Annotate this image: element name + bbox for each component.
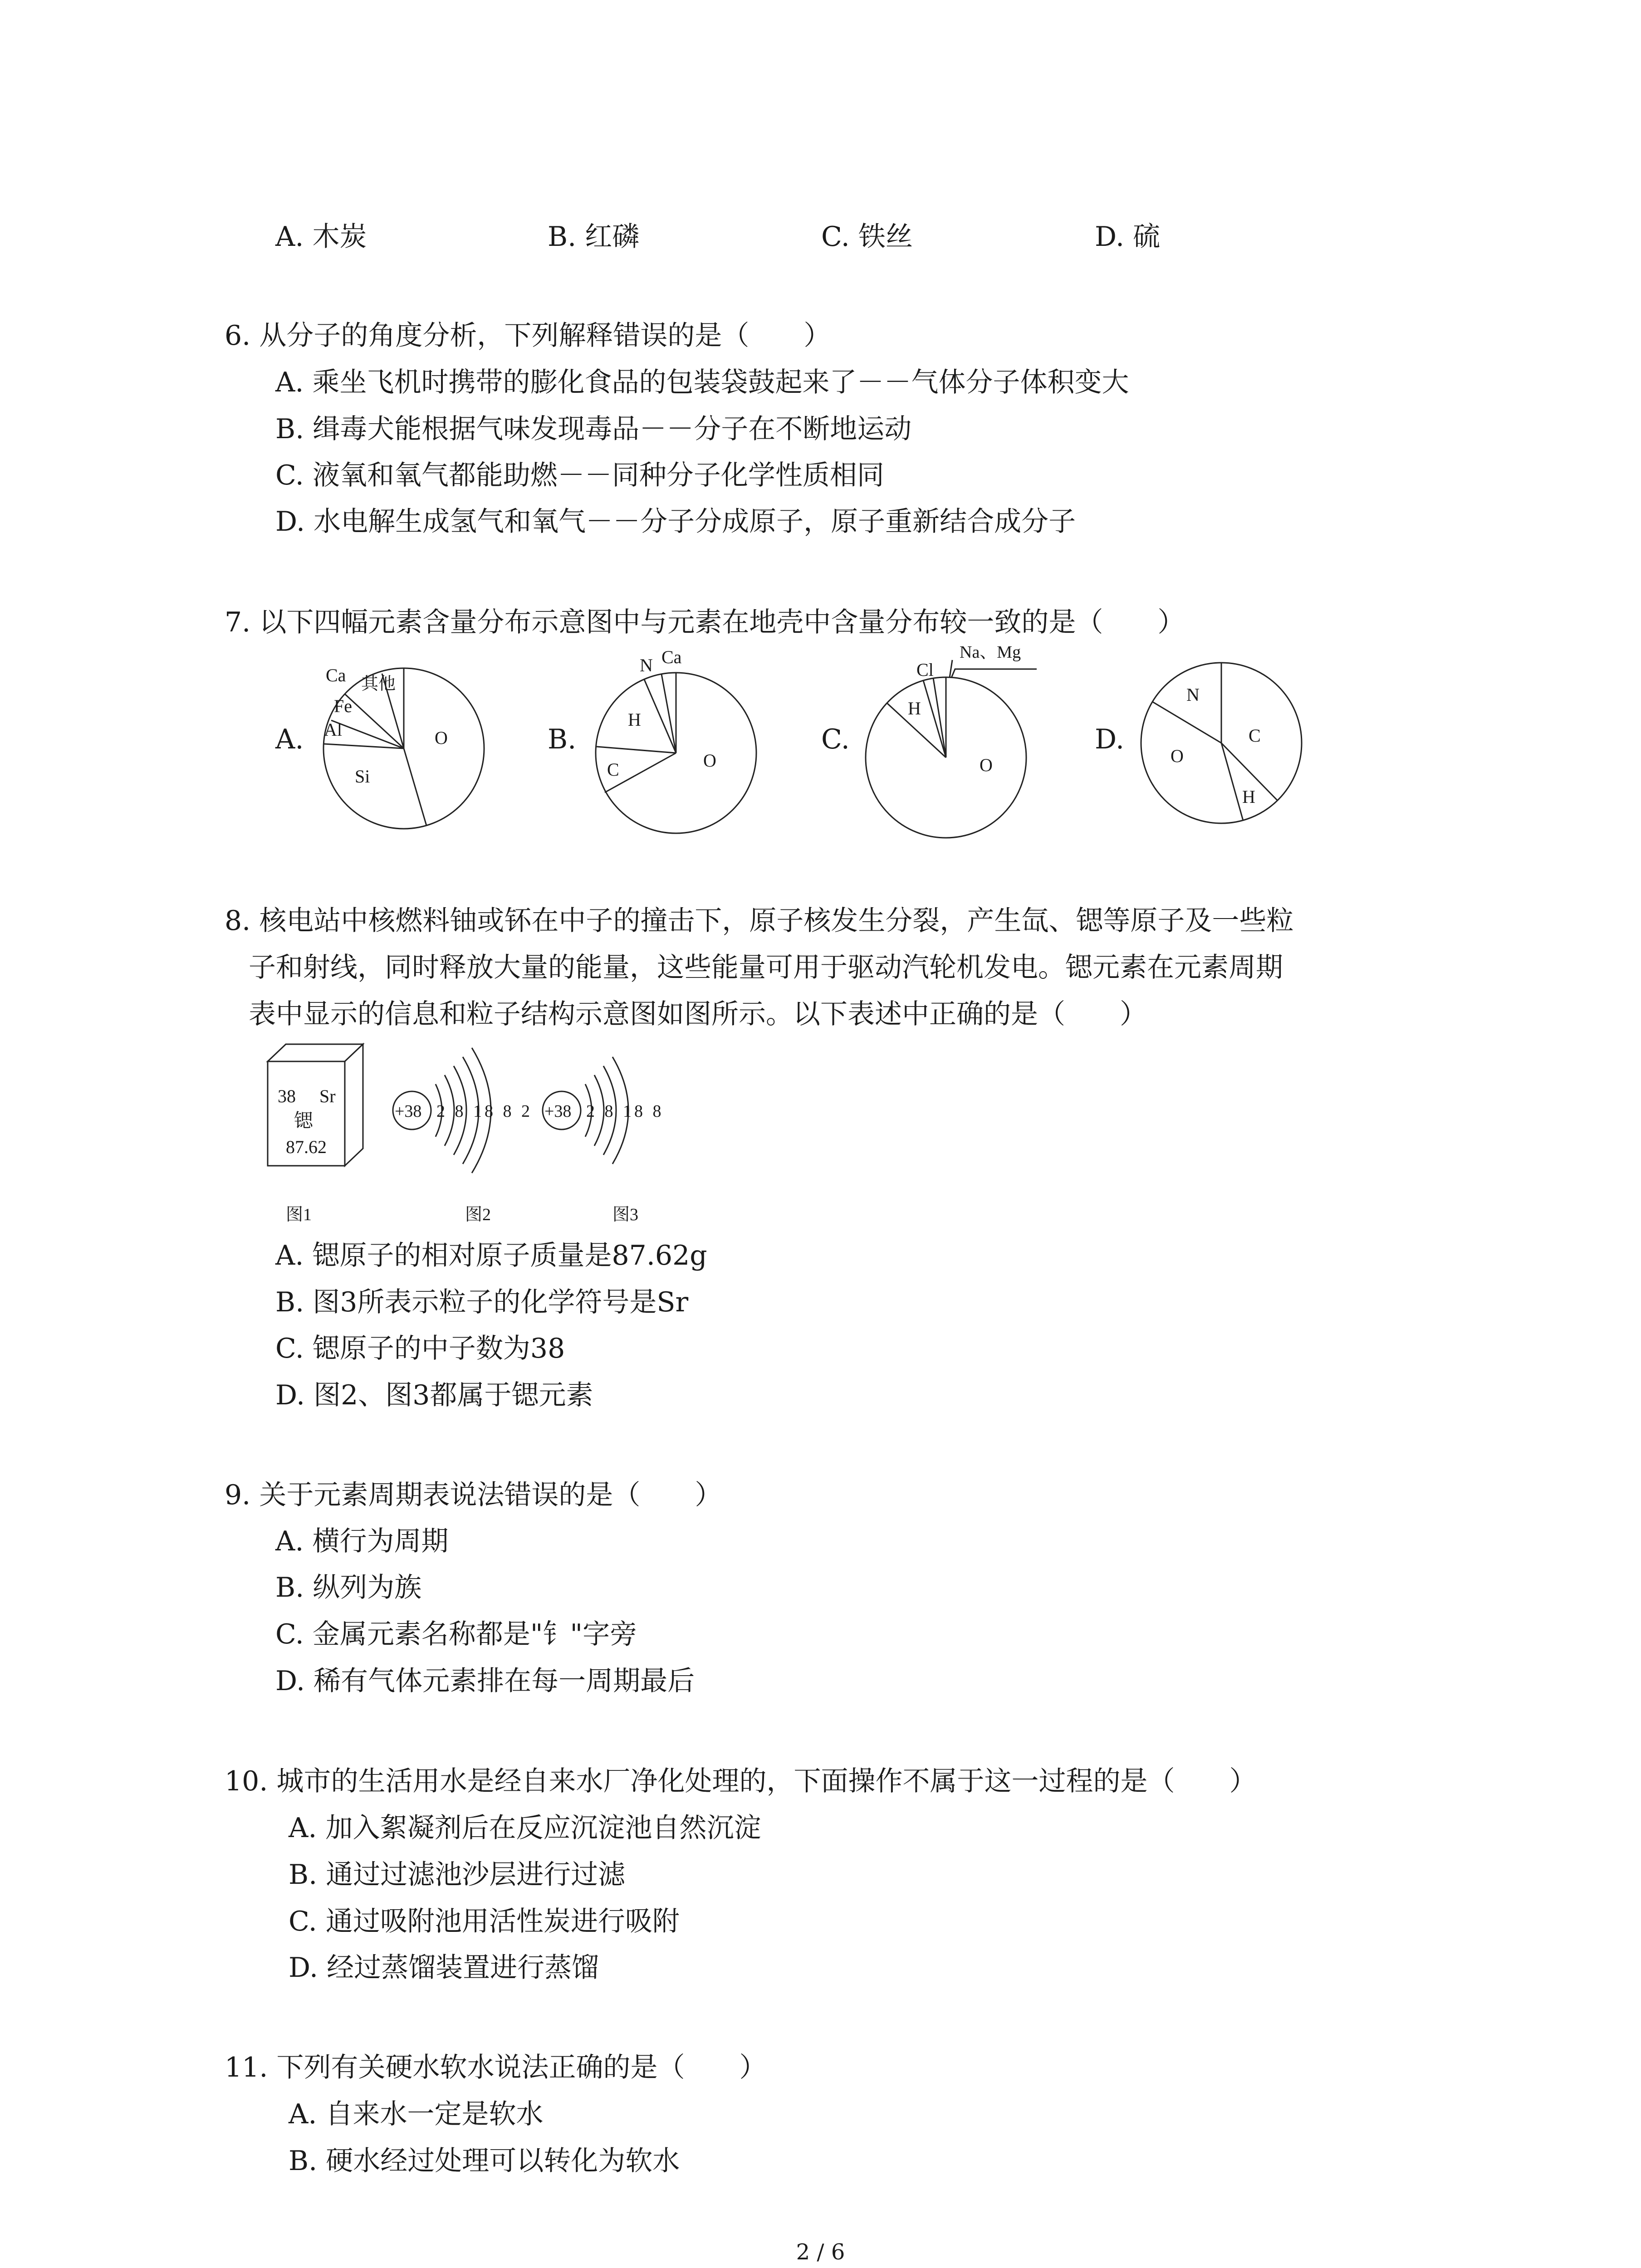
pie-a-label-other: 其他	[361, 675, 396, 694]
q8-option-a: A. 锶原子的相对原子质量是87.62g	[275, 1240, 707, 1271]
q11-option-a: A. 自来水一定是软水	[289, 2098, 544, 2130]
caption-fig1: 图1	[286, 1205, 312, 1224]
q10-stem: 10. 城市的生活用水是经自来水厂净化处理的，下面操作不属于这一过程的是（ ）	[225, 1765, 1257, 1797]
q8-stem-line2: 子和射线，同时释放大量的能量，这些能量可用于驱动汽轮机发电。锶元素在元素周期	[249, 952, 1283, 983]
pie-b-label-ca: Ca	[661, 647, 682, 667]
fig2-nucleus: +38	[395, 1102, 422, 1121]
fig3-structure	[543, 1057, 664, 1164]
pie-d-label-o: O	[1171, 746, 1184, 766]
q10-option-c: C. 通过吸附池用活性炭进行吸附	[289, 1906, 680, 1937]
q7-label-c: C.	[821, 723, 850, 755]
q8-option-b: B. 图3所表示粒子的化学符号是Sr	[275, 1286, 689, 1318]
fig3-nucleus: +38	[544, 1102, 572, 1121]
q9-option-d: D. 稀有气体元素排在每一周期最后	[275, 1665, 695, 1697]
q7-pie-d	[1139, 658, 1311, 830]
fig2-structure	[393, 1048, 533, 1173]
q7-label-a: A.	[275, 723, 304, 755]
q5-option-d: D. 硫	[1095, 221, 1161, 253]
pie-d-label-n: N	[1186, 684, 1200, 705]
pie-c-label-na-mg: Na、Mg	[960, 643, 1021, 662]
page-number: 2 / 6	[796, 2239, 845, 2265]
q7-pie-c	[864, 642, 1055, 841]
q5-option-a: A. 木炭	[275, 221, 367, 253]
caption-fig3: 图3	[612, 1205, 639, 1224]
q7-label-d: D.	[1095, 723, 1125, 755]
fig2-shells: 2 8 18 8 2	[436, 1102, 533, 1121]
q7-label-b: B.	[548, 723, 577, 755]
q6-option-a: A. 乘坐飞机时携带的膨化食品的包装袋鼓起来了－－气体分子体积变大	[275, 367, 1129, 398]
fig3-shells: 2 8 18 8	[586, 1102, 664, 1121]
q9-option-c: C. 金属元素名称都是"钅"字旁	[275, 1618, 637, 1650]
pie-d-label-c: C	[1249, 725, 1261, 746]
pie-a-label-al: Al	[324, 719, 342, 740]
q6-stem: 6. 从分子的角度分析，下列解释错误的是（ ）	[225, 320, 831, 352]
q11-option-b: B. 硬水经过处理可以转化为软水	[289, 2145, 680, 2177]
pie-a-label-si: Si	[355, 766, 370, 787]
q7-stem: 7. 以下四幅元素含量分布示意图中与元素在地壳中含量分布较一致的是（ ）	[225, 606, 1185, 638]
q9-stem: 9. 关于元素周期表说法错误的是（ ）	[225, 1479, 722, 1511]
pie-a-label-ca: Ca	[326, 665, 346, 685]
pie-c-label-cl: Cl	[916, 660, 934, 680]
pie-b-label-c: C	[607, 759, 619, 780]
pie-a-label-fe: Fe	[334, 696, 352, 716]
pie-c-label-h: H	[908, 698, 921, 719]
q9-option-b: B. 纵列为族	[275, 1572, 422, 1603]
pie-c-label-o: O	[980, 755, 993, 775]
element-number: 38	[278, 1086, 296, 1106]
q10-option-b: B. 通过过滤池沙层进行过滤	[289, 1859, 626, 1891]
q5-option-c: C. 铁丝	[821, 221, 913, 253]
element-card-box	[268, 1044, 363, 1166]
q10-option-d: D. 经过蒸馏装置进行蒸馏	[289, 1952, 599, 1984]
q6-option-d: D. 水电解生成氢气和氧气－－分子分成原子，原子重新结合成分子	[275, 506, 1076, 538]
q8-figure	[263, 1034, 740, 1234]
q9-option-a: A. 横行为周期	[275, 1525, 449, 1557]
element-name: 锶	[294, 1111, 314, 1132]
pie-b-label-o: O	[703, 750, 716, 771]
q7-pie-a	[318, 653, 499, 835]
element-mass: 87.62	[286, 1137, 327, 1157]
q8-option-d: D. 图2、图3都属于锶元素	[275, 1379, 593, 1411]
pie-d-label-h: H	[1242, 787, 1255, 807]
q8-stem-line3: 表中显示的信息和粒子结构示意图如图所示。以下表述中正确的是（ ）	[249, 998, 1147, 1030]
q5-option-b: B. 红磷	[548, 221, 640, 253]
pie-b-label-n: N	[640, 655, 653, 675]
q6-option-b: B. 缉毒犬能根据气味发现毒品－－分子在不断地运动	[275, 413, 912, 445]
pie-b-label-h: H	[628, 709, 641, 730]
q11-stem: 11. 下列有关硬水软水说法正确的是（ ）	[225, 2052, 767, 2083]
q10-option-a: A. 加入絮凝剂后在反应沉淀池自然沉淀	[289, 1812, 761, 1844]
q8-option-c: C. 锶原子的中子数为38	[275, 1333, 565, 1364]
element-symbol: Sr	[319, 1086, 336, 1106]
caption-fig2: 图2	[465, 1205, 491, 1224]
q6-option-c: C. 液氧和氧气都能助燃－－同种分子化学性质相同	[275, 459, 884, 491]
q7-pie-b	[594, 644, 767, 835]
pie-a-label-o: O	[435, 728, 448, 748]
q8-stem-line1: 8. 核电站中核燃料铀或钚在中子的撞击下，原子核发生分裂，产生氙、锶等原子及一些粒	[225, 905, 1294, 937]
